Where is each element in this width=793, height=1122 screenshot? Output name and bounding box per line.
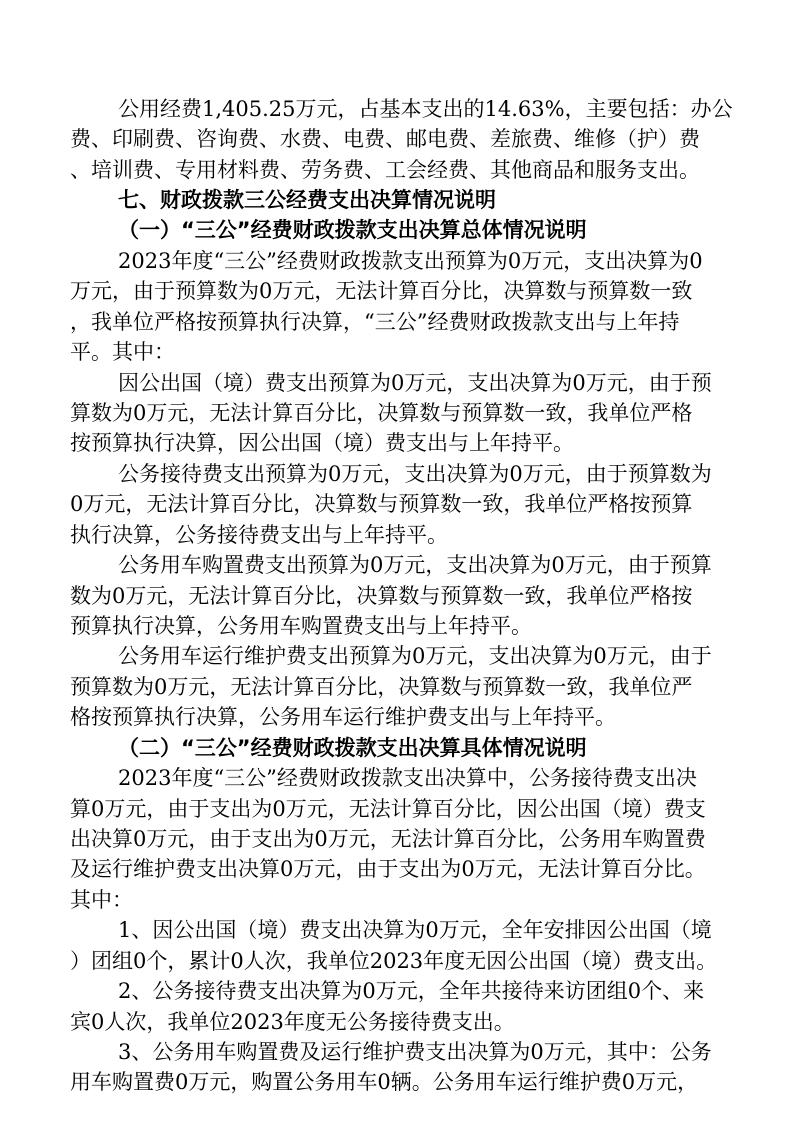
text-line: 平。其中： (70, 340, 175, 364)
text-line: 1、因公出国（境）费支出决算为0万元，全年安排因公出国（境 (118, 918, 712, 942)
text-line: 格按预算执行决算，公务用车运行维护费支出与上年持平。 (70, 705, 616, 729)
subsection-heading: （二）“三公”经费财政拨款支出决算具体情况说明 (118, 736, 587, 760)
text-line: 2、公务接待费支出决算为0万元，全年共接待来访团组0个、来 (118, 979, 705, 1003)
text-line: 公务用车购置费支出预算为0万元，支出决算为0万元，由于预算 (118, 553, 712, 577)
text-line: 宾0人次，我单位2023年度无公务接待费支出。 (70, 1010, 515, 1034)
text-line: 数为0万元，无法计算百分比，决算数与预算数一致，我单位严格按 (70, 584, 693, 608)
text-line: 公务接待费支出预算为0万元，支出决算为0万元，由于预算数为 (118, 462, 712, 486)
text-line: 预算数为0万元，无法计算百分比，决算数与预算数一致，我单位严 (70, 675, 693, 699)
section-heading: 七、财政拨款三公经费支出决算情况说明 (118, 188, 496, 212)
text-line: 公用经费1,405.25万元，占基本支出的14.63%，主要包括：办公 (118, 97, 733, 121)
text-line: 公务用车运行维护费支出预算为0万元，支出决算为0万元，由于 (118, 644, 712, 668)
text-line: 2023年度“三公”经费财政拨款支出预算为0万元，支出决算为0 (118, 249, 703, 273)
text-line: 出决算0万元，由于支出为0万元，无法计算百分比，公务用车购置费 (70, 827, 706, 851)
text-line: 3、公务用车购置费及运行维护费支出决算为0万元，其中：公务 (118, 1040, 712, 1064)
text-line: 算数为0万元，无法计算百分比，决算数与预算数一致，我单位严格 (70, 401, 693, 425)
text-line: 因公出国（境）费支出预算为0万元，支出决算为0万元，由于预 (118, 371, 712, 395)
text-line: 2023年度“三公”经费财政拨款支出决算中，公务接待费支出决 (118, 766, 697, 790)
text-line: 按预算执行决算，因公出国（境）费支出与上年持平。 (70, 431, 574, 455)
text-line: 预算执行决算，公务用车购置费支出与上年持平。 (70, 614, 532, 638)
text-line: 算0万元，由于支出为0万元，无法计算百分比，因公出国（境）费支 (70, 797, 706, 821)
text-line: 用车购置费0万元，购置公务用车0辆。公务用车运行维护费0万元， (70, 1070, 699, 1094)
text-line: 及运行维护费支出决算0万元，由于支出为0万元，无法计算百分比。 (70, 857, 706, 881)
text-line: 、培训费、专用材料费、劳务费、工会经费、其他商品和服务支出。 (70, 158, 700, 182)
subsection-heading: （一）“三公”经费财政拨款支出决算总体情况说明 (118, 218, 587, 242)
text-line: ）团组0个，累计0人次，我单位2023年度无因公出国（境）费支出。 (70, 949, 718, 973)
text-line: 其中： (70, 888, 133, 912)
text-line: ，我单位严格按预算执行决算，“三公”经费财政拨款支出与上年持 (70, 310, 680, 334)
text-line: 万元，由于预算数为0万元，无法计算百分比，决算数与预算数一致 (70, 279, 693, 303)
text-line: 0万元，无法计算百分比，决算数与预算数一致，我单位严格按预算 (70, 492, 693, 516)
text-line: 执行决算，公务接待费支出与上年持平。 (70, 523, 448, 547)
text-line: 费、印刷费、咨询费、水费、电费、邮电费、差旅费、维修（护）费 (70, 127, 700, 151)
